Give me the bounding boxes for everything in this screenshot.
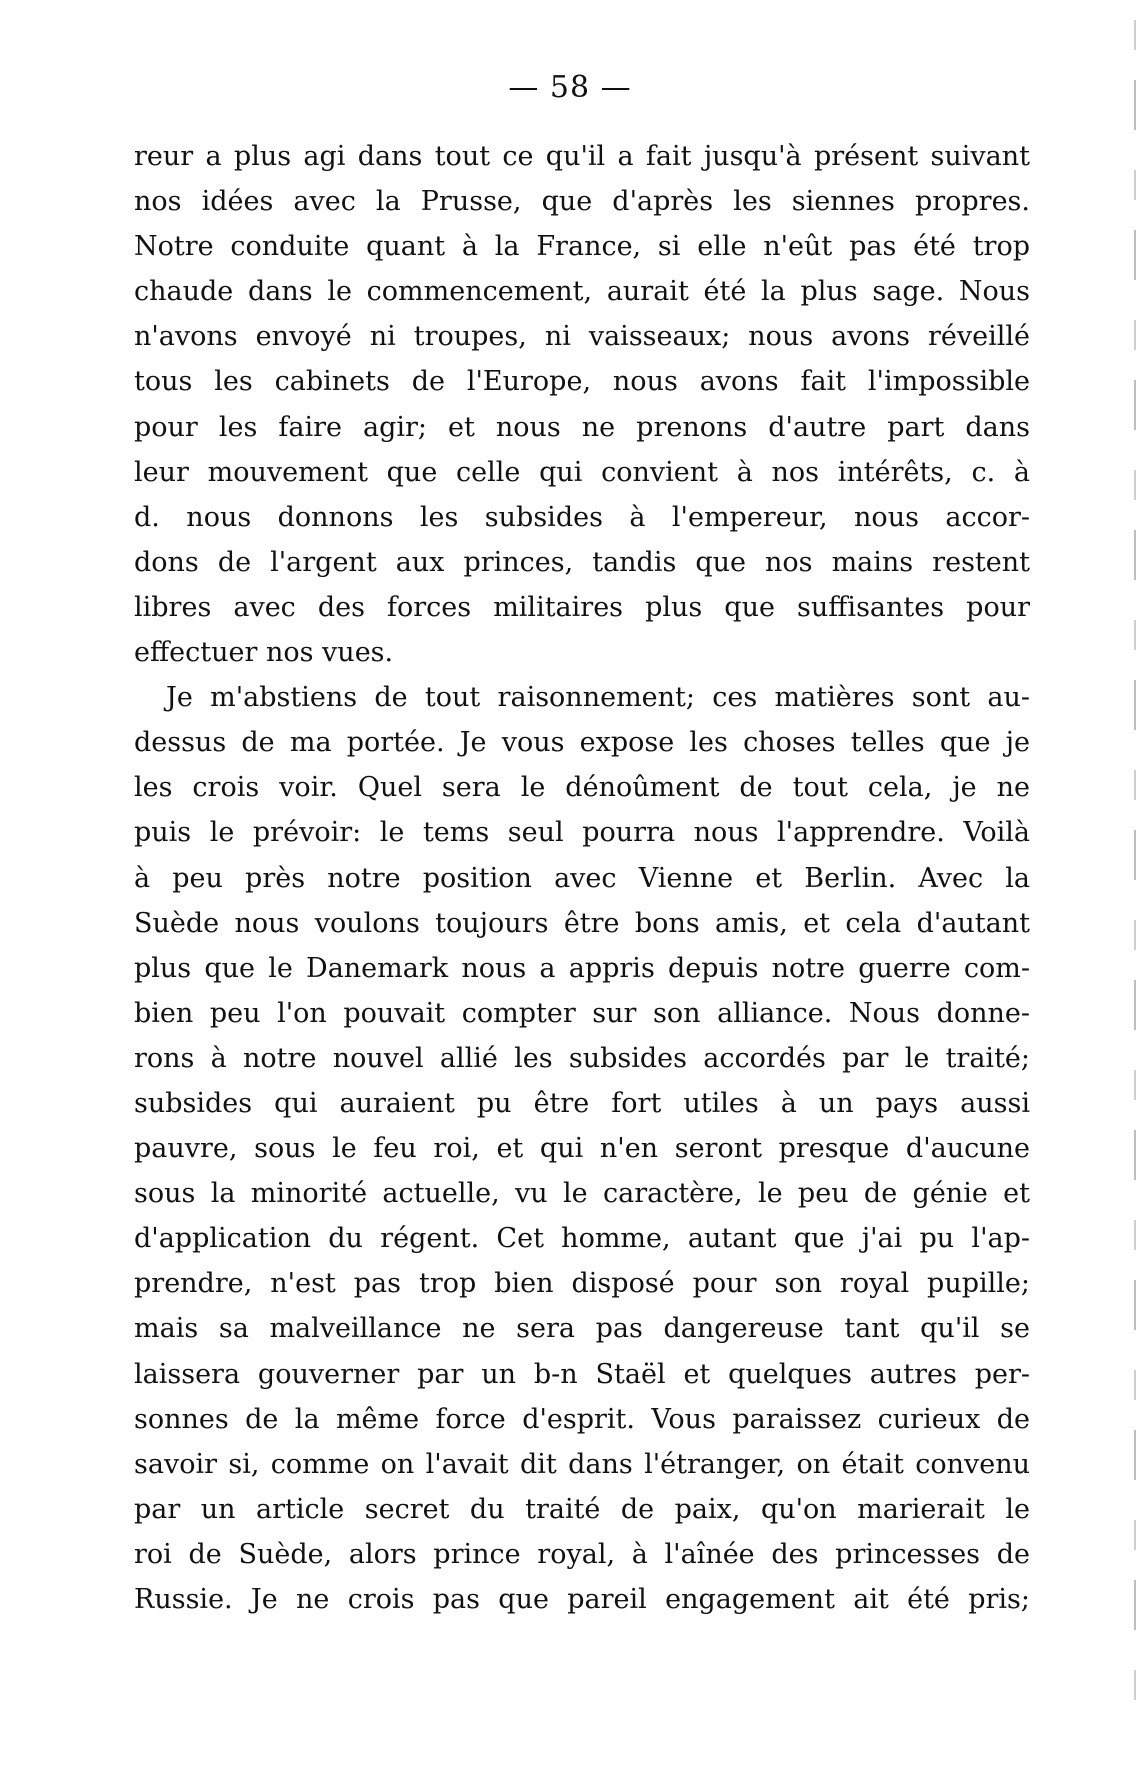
text-line: prendre, n'est pas trop bien disposé pour son royal pupille; bbox=[134, 1268, 1030, 1300]
text-line: nos idées avec la Prusse, que d'après les siennes propres. bbox=[134, 186, 1030, 218]
body-text bbox=[134, 134, 1030, 1622]
page-number: — 58 — bbox=[508, 70, 632, 105]
text-line: les crois voir. Quel sera le dénoûment de tout cela, je ne bbox=[134, 772, 1030, 804]
text-line: reur a plus agi dans tout ce qu'il a fait jusqu'à présent suivant bbox=[134, 141, 1030, 172]
text-line: plus que le Danemark nous a appris depuis notre guerre com- bbox=[134, 952, 1030, 984]
text-line: bien peu l'on pouvait compter sur son alliance. Nous donne- bbox=[134, 997, 1030, 1029]
text-line: Notre conduite quant à la France, si elle n'eût pas été trop bbox=[134, 231, 1030, 263]
text-line: mais sa malveillance ne sera pas dangereuse tant qu'il se bbox=[134, 1313, 1030, 1345]
text-line: d. nous donnons les subsides à l'empereur, nous accor- bbox=[134, 501, 1030, 533]
text-line: d'application du régent. Cet homme, autant que j'ai pu l'ap- bbox=[134, 1223, 1030, 1255]
text-line: pour les faire agir; et nous ne prenons d'autre part dans bbox=[134, 411, 1030, 443]
text-line: rons à notre nouvel allié les subsides accordés par le traité; bbox=[134, 1042, 1030, 1074]
text-line: Je m'abstiens de tout raisonnement; ces matières sont au- bbox=[166, 682, 1030, 714]
text-line: par un article secret du traité de paix, qu'on marierait le bbox=[134, 1493, 1030, 1525]
text-line: pauvre, sous le feu roi, et qui n'en seront presque d'aucune bbox=[134, 1133, 1030, 1165]
text-line: Suède nous voulons toujours être bons amis, et cela d'autant bbox=[134, 907, 1030, 939]
text-line: subsides qui auraient pu être fort utiles à un pays aussi bbox=[134, 1087, 1030, 1119]
text-line: sonnes de la même force d'esprit. Vous paraissez curieux de bbox=[134, 1403, 1030, 1435]
text-line: effectuer nos vues. bbox=[134, 637, 394, 669]
text-line: n'avons envoyé ni troupes, ni vaisseaux; nous avons réveillé bbox=[134, 321, 1030, 353]
paragraph bbox=[134, 675, 1030, 1622]
text-line: laissera gouverner par un b-n Staël et quelques autres per- bbox=[134, 1358, 1030, 1390]
text-line: libres avec des forces militaires plus que suffisantes pour bbox=[134, 591, 1030, 623]
text-line: Russie. Je ne crois pas que pareil engagement ait été pris; bbox=[134, 1584, 1030, 1615]
text-line: dessus de ma portée. Je vous expose les choses telles que je bbox=[134, 727, 1030, 759]
text-line: puis le prévoir: le tems seul pourra nous l'apprendre. Voilà bbox=[134, 817, 1030, 849]
text-line: tous les cabinets de l'Europe, nous avons fait l'impossible bbox=[134, 366, 1030, 398]
text-line: roi de Suède, alors prince royal, à l'aînée des princesses de bbox=[134, 1538, 1030, 1570]
text-line: chaude dans le commencement, aurait été la plus sage. Nous bbox=[134, 276, 1030, 308]
text-line: à peu près notre position avec Vienne et Berlin. Avec la bbox=[134, 862, 1030, 894]
text-line: leur mouvement que celle qui convient à nos intérêts, c. à bbox=[134, 456, 1030, 488]
text-line: sous la minorité actuelle, vu le caractère, le peu de génie et bbox=[134, 1178, 1030, 1210]
paragraph bbox=[134, 134, 1030, 675]
text-line: savoir si, comme on l'avait dit dans l'étranger, on était convenu bbox=[134, 1448, 1030, 1480]
text-line: dons de l'argent aux princes, tandis que nos mains restent bbox=[134, 546, 1030, 578]
page-edge-shadow bbox=[1134, 20, 1136, 1720]
